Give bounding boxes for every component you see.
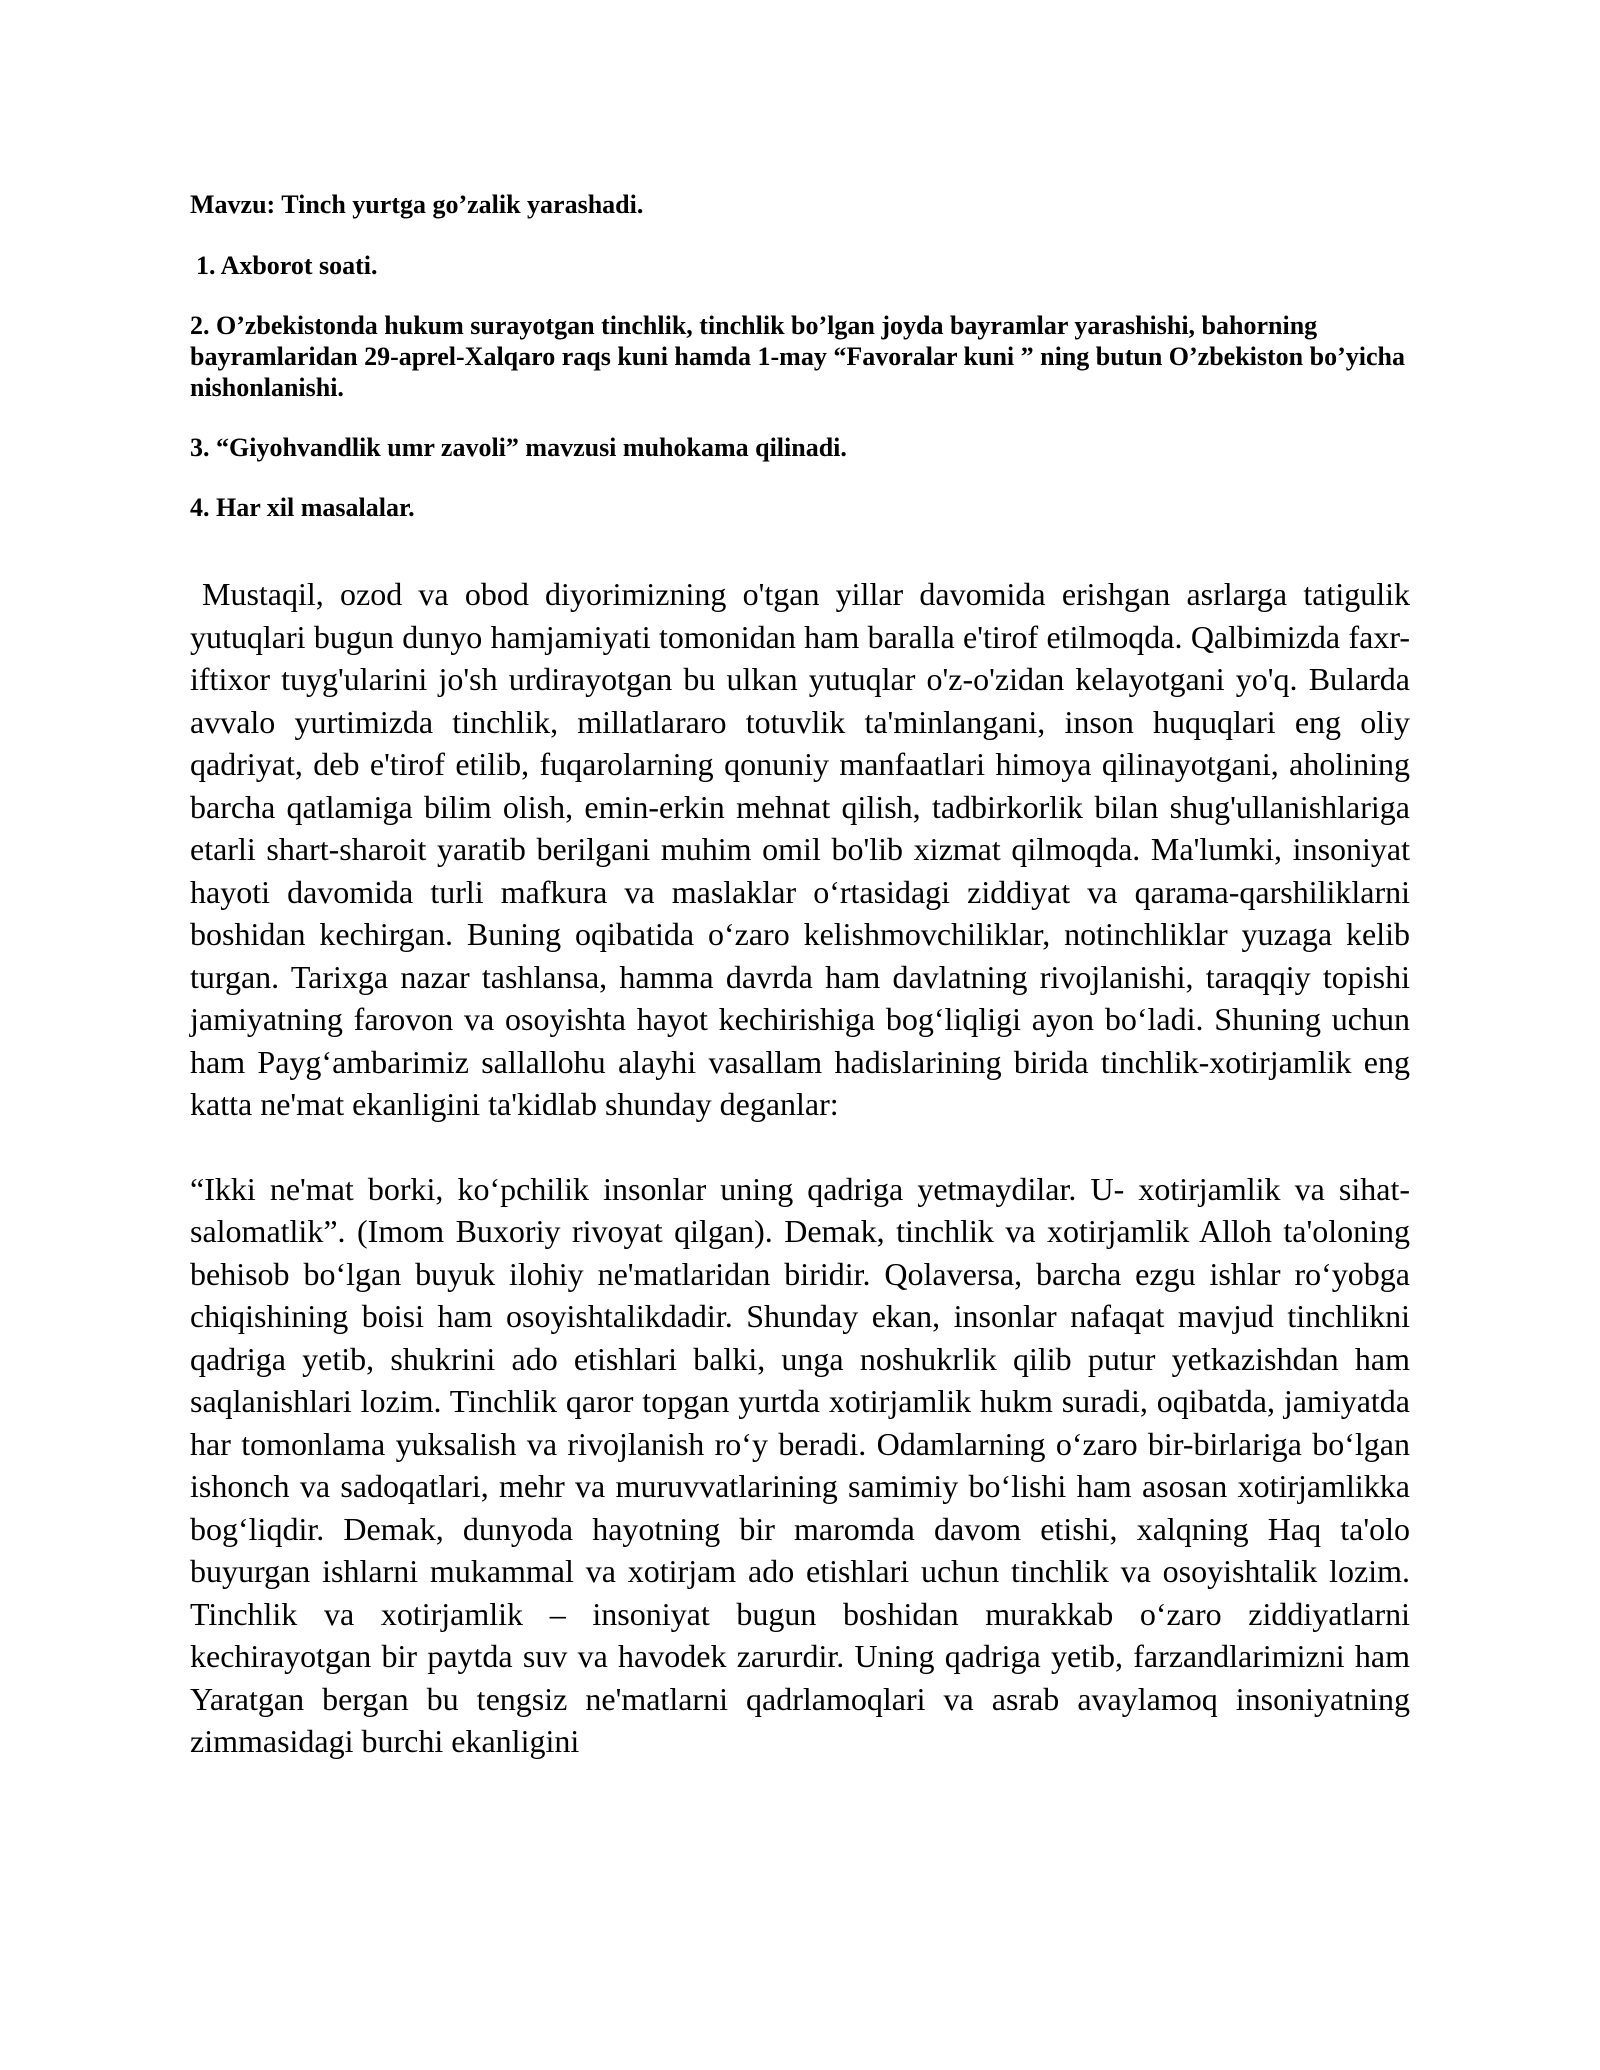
agenda-item-1: 1. Axborot soati. bbox=[196, 251, 378, 280]
body-paragraph-2: “Ikki ne'mat borki, ko‘pchilik insonlar uning qadriga yetmaydilar. U- xotirjamlik va sihat-salomatlik”. (Imom Buxoriy rivoyat qilgan). Demak, tinchlik va xotirjamlik Alloh ta'oloning behisob bo‘lgan buyuk ilohiy ne'matlaridan biridir. Qolaversa, barcha ezgu ishlar ro‘yobga chiqishining boisi ham osoyishtalikdadir. Shunday ekan, insonlar nafaqat mavjud tinchlikni qadriga yetib, shukrini ado etishlari balki, unga noshukrlik qilib putur yetkazishdan ham saqlanishlari lozim. Tinchlik qaror topgan yurtda xotirjamlik hukm suradi, oqibatda, jamiyatda har tomonlama yuksalish va rivojlanish ro‘y beradi. Odamlarning o‘zaro bir-birlariga bo‘lgan ishonch va sadoqatlari, mehr va muruvvatlarining samimiy bo‘lishi ham asosan xotirjamlikka bog‘liqdir. Demak, dunyoda hayotning bir maromda davom etishi, xalqning Haq ta'olo buyurgan ishlarni mukammal va xotirjam ado etishlari uchun tinchlik va osoyishtalik lozim. Tinchlik va xotirjamlik – insoniyat bugun boshidan murakkab o‘zaro ziddiyatlarni kechirayotgan bir paytda suv va havodek zarurdir. Uning qadriga yetib, farzandlarimizni ham Yaratgan bergan bu tengsiz ne'matlarni qadrlamoqlari va asrab avaylamoq insoniyatning zimmasidagi burchi ekanligini bbox=[190, 1170, 1410, 1759]
agenda-item-3: 3. “Giyohvandlik umr zavoli” mavzusi muhokama qilinadi. bbox=[190, 433, 847, 462]
body-paragraph-1: Mustaqil, ozod va obod diyorimizning o'tgan yillar davomida erishgan asrlarga tatigulik yutuqlari bugun dunyo hamjamiyati tomonidan ham baralla e'tirof etilmoqda. Qalbimizda faxr-iftixor tuyg'ularini jo'sh urdirayotgan bu ulkan yutuqlar o'z-o'zidan kelayotgani yo'q. Bularda avvalo yurtimizda tinchlik, millatlararo totuvlik ta'minlangani, inson huquqlari eng oliy qadriyat, deb e'tirof etilib, fuqarolarning qonuniy manfaatlari himoya qilinayotgani, aholining barcha qatlamiga bilim olish, emin-erkin mehnat qilish, tadbirkorlik bilan shug'ullanishlariga etarli shart-sharoit yaratib berilgani muhim omil bo'lib xizmat qilmoqda. Ma'lumki, insoniyat hayoti davomida turli mafkura va maslaklar o‘rtasidagi ziddiyat va qarama-qarshiliklarni boshidan kechirgan. Buning oqibatida o‘zaro kelishmovchiliklar, notinchliklar yuzaga kelib turgan. Tarixga nazar tashlansa, hamma davrda ham davlatning rivojlanishi, taraqqiy topishi jamiyatning farovon va osoyishta hayot kechirishiga bog‘liqligi ayon bo‘ladi. Shuning uchun ham Payg‘ambarimiz sallallohu alayhi vasallam hadislarining birida tinchlik-xotirjamlik eng katta ne'mat ekanligini ta'kidlab shunday deganlar: bbox=[190, 576, 1410, 1122]
document-title: Mavzu: Tinch yurtga go’zalik yarashadi. bbox=[190, 190, 644, 219]
agenda-item-4: 4. Har xil masalalar. bbox=[190, 493, 415, 522]
agenda-item-2: 2. O’zbekistonda hukum surayotgan tinchlik, tinchlik bo’lgan joyda bayramlar yarashishi, bahorning bayramlaridan 29-aprel-Xalqaro raqs kuni hamda 1-may “Favoralar kuni ” ning butun O’zbekiston bo’yicha nishonlanishi. bbox=[190, 311, 1405, 402]
document-page bbox=[190, 190, 1410, 1763]
